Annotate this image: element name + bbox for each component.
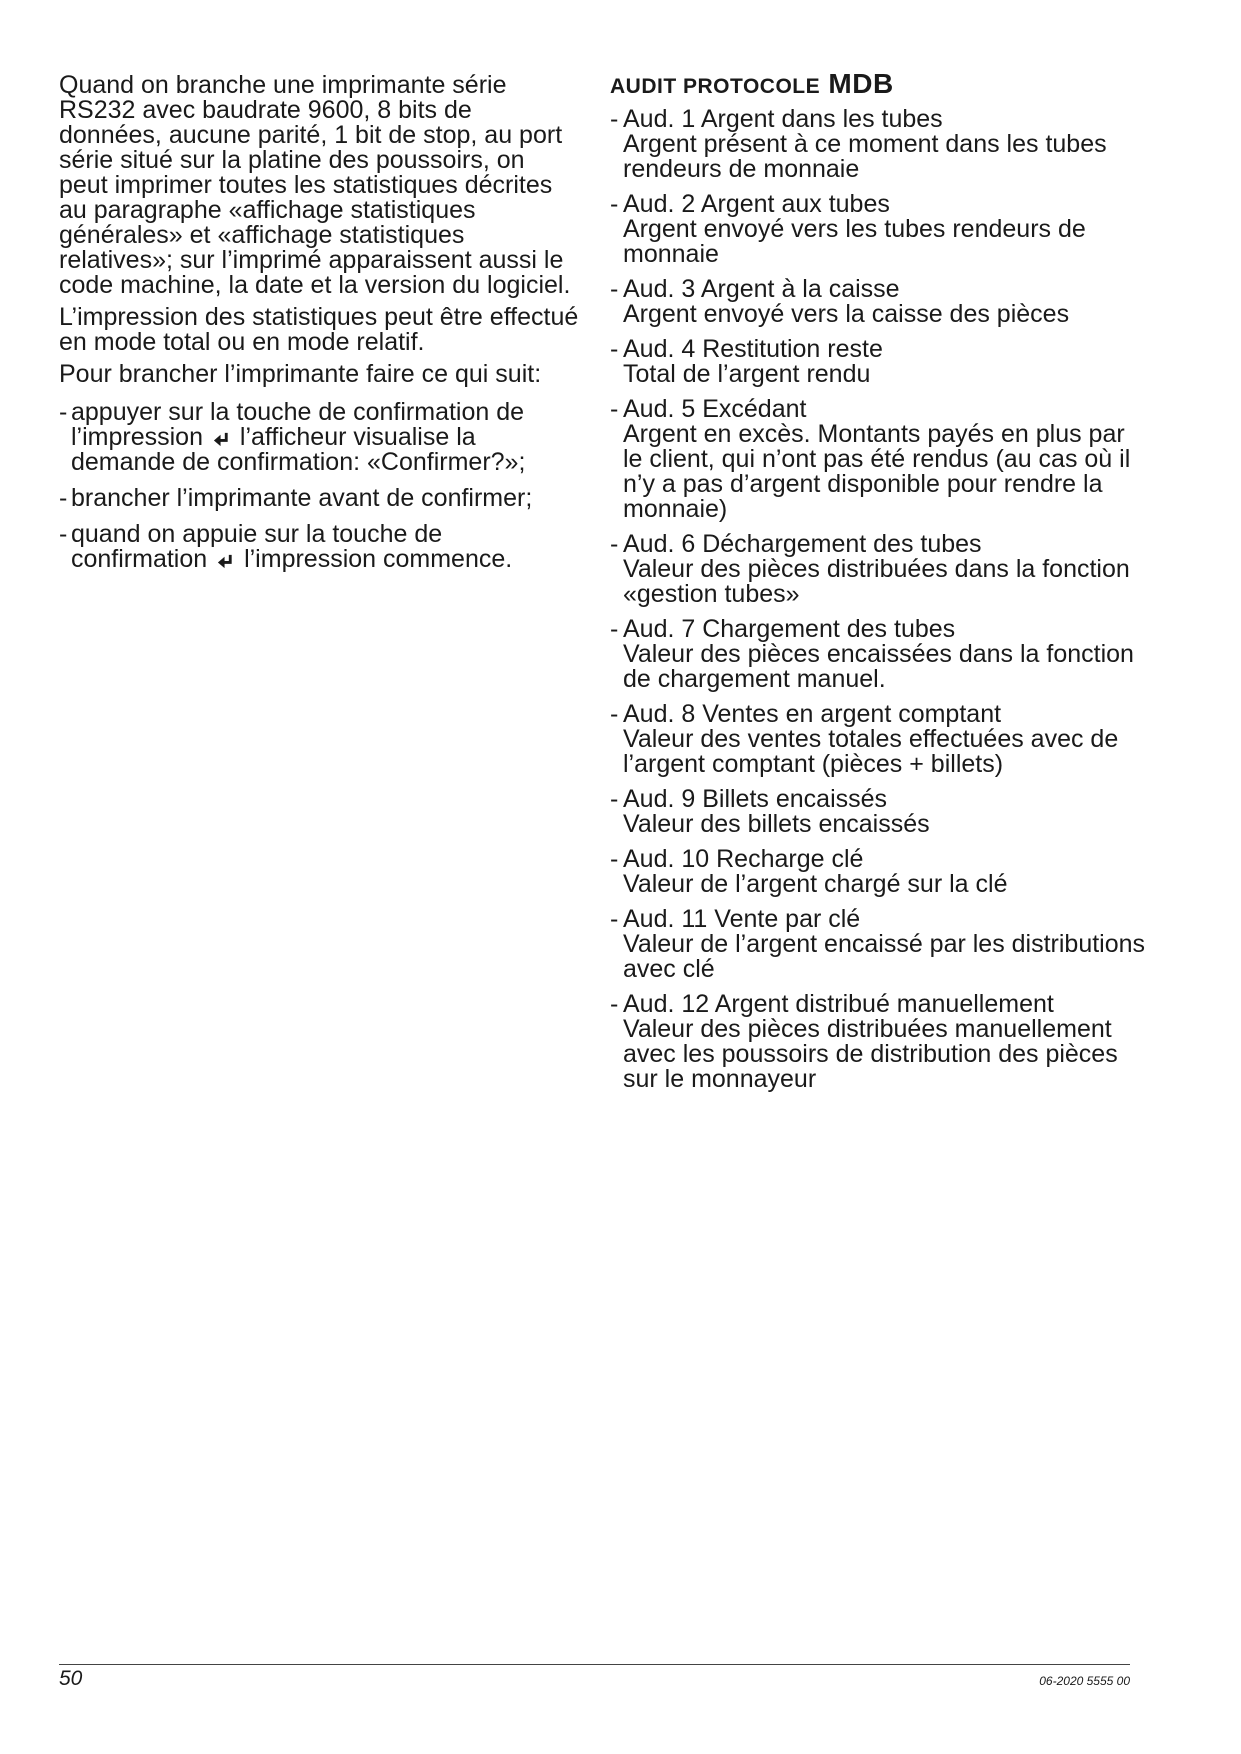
step-3: - quand on appuie sur la touche de confirmation l’impression commence. — [59, 520, 513, 573]
aud-desc: Valeur des pièces distribuées dans la fonction «gestion tubes» — [623, 555, 1130, 608]
aud-desc: Argent présent à ce moment dans les tubes rendeurs de monnaie — [623, 130, 1107, 183]
enter-key-icon — [216, 552, 235, 571]
list-item: - Aud. 9 Billets encaissés Valeur des billets encaissés — [610, 787, 1150, 837]
aud-desc: Total de l’argent rendu — [623, 360, 871, 388]
list-item: - Aud. 3 Argent à la caisse Argent envoyé vers la caisse des pièces — [610, 277, 1150, 327]
step-1: - appuyer sur la touche de confirmation de l’impression l’afficheur visualise la demande de confirmation: «Confirmer?»; — [59, 398, 526, 476]
aud-title: Aud. 1 Argent dans les tubes — [623, 105, 943, 133]
heading-caps: MDB — [828, 68, 894, 99]
section-heading — [610, 68, 1150, 103]
list-item: - Aud. 4 Restitution reste Total de l’argent rendu — [610, 337, 1150, 387]
aud-title: Aud. 7 Chargement des tubes — [623, 615, 956, 643]
list-item: - Aud. 12 Argent distribué manuellement Valeur des pièces distribuées manuellement avec les poussoirs de distribution des pièces sur le monnayeur — [610, 992, 1150, 1092]
aud-desc: Argent en excès. Montants payés en plus par le client, qui n’ont pas été rendus (au cas où il n’y a pas d’argent disponible pour rendre la monnaie) — [623, 420, 1131, 523]
aud-title: Aud. 5 Excédant — [623, 395, 807, 423]
aud-desc: Valeur des ventes totales effectuées avec de l’argent comptant (pièces + billets) — [623, 725, 1119, 778]
aud-title: Aud. 11 Vente par clé — [623, 905, 861, 933]
intro-paragraph: Quand on branche une imprimante série RS232 avec baudrate 9600, 8 bits de données, aucune parité, 1 bit de stop, au port série situé sur la platine des poussoirs, on peut imprimer toutes les statistiques décrites au paragraphe «affichage statistiques générales» et «affichage statistiques relatives»; sur l’imprimé apparaissent aussi le code machine, la date et la version du logiciel. — [59, 71, 571, 299]
aud-desc: Argent envoyé vers les tubes rendeurs de monnaie — [623, 215, 1086, 268]
footer-divider — [59, 1664, 1130, 1665]
aud-desc: Valeur des pièces encaissées dans la fonction de chargement manuel. — [623, 640, 1134, 693]
aud-title: Aud. 3 Argent à la caisse — [623, 275, 900, 303]
right-column — [610, 68, 1150, 1102]
aud-title: Aud. 6 Déchargement des tubes — [623, 530, 982, 558]
list-item: - Aud. 8 Ventes en argent comptant Valeur des ventes totales effectuées avec de l’argent comptant (pièces + billets) — [610, 702, 1150, 777]
aud-title: Aud. 4 Restitution reste — [623, 335, 883, 363]
left-column — [59, 73, 579, 583]
aud-desc: Valeur de l’argent chargé sur la clé — [623, 870, 1008, 898]
list-item: - Aud. 1 Argent dans les tubes Argent présent à ce moment dans les tubes rendeurs de monnaie — [610, 107, 1150, 182]
aud-desc: Argent envoyé vers la caisse des pièces — [623, 300, 1070, 328]
list-item: - Aud. 6 Déchargement des tubes Valeur des pièces distribuées dans la fonction «gestion tubes» — [610, 532, 1150, 607]
aud-title: Aud. 12 Argent distribué manuellement — [623, 990, 1054, 1018]
step-3-after: l’impression commence. — [244, 545, 513, 573]
list-item: - Aud. 5 Excédant Argent en excès. Montants payés en plus par le client, qui n’ont pas été rendus (au cas où il n’y a pas d’argent disponible pour rendre la monnaie) — [610, 397, 1150, 522]
step-3-before: quand on appuie sur la touche de confirmation — [71, 520, 443, 573]
aud-title: Aud. 2 Argent aux tubes — [623, 190, 890, 218]
step-2: - brancher l’imprimante avant de confirmer; — [59, 484, 533, 512]
step-2-text: brancher l’imprimante avant de confirmer; — [71, 484, 533, 512]
aud-title: Aud. 9 Billets encaissés — [623, 785, 888, 813]
list-item: - Aud. 11 Vente par clé Valeur de l’argent encaissé par les distributions avec clé — [610, 907, 1150, 982]
list-item: - Aud. 10 Recharge clé Valeur de l’argent chargé sur la clé — [610, 847, 1150, 897]
page-number: 50 — [59, 1667, 83, 1690]
step-1-after: l’afficheur visualise la demande de confirmation: «Confirmer?»; — [71, 423, 526, 476]
heading-smallcaps: AUDIT PROTOCOLE — [610, 75, 821, 98]
aud-desc: Valeur de l’argent encaissé par les distributions avec clé — [623, 930, 1146, 983]
aud-title: Aud. 8 Ventes en argent comptant — [623, 700, 1002, 728]
aud-desc: Valeur des pièces distribuées manuellement avec les poussoirs de distribution des pièces sur le monnayeur — [623, 1015, 1118, 1093]
document-code: 06-2020 5555 00 — [1039, 1674, 1130, 1688]
mode-paragraph: L’impression des statistiques peut être effectué en mode total ou en mode relatif. — [59, 303, 579, 356]
list-item: - Aud. 7 Chargement des tubes Valeur des pièces encaissées dans la fonction de chargement manuel. — [610, 617, 1150, 692]
enter-key-icon — [212, 430, 231, 449]
aud-desc: Valeur des billets encaissés — [623, 810, 930, 838]
step-1-before: appuyer sur la touche de confirmation de l’impression — [71, 398, 525, 451]
aud-title: Aud. 10 Recharge clé — [623, 845, 864, 873]
instructions-lead: Pour brancher l’imprimante faire ce qui suit: — [59, 360, 542, 388]
list-item: - Aud. 2 Argent aux tubes Argent envoyé vers les tubes rendeurs de monnaie — [610, 192, 1150, 267]
